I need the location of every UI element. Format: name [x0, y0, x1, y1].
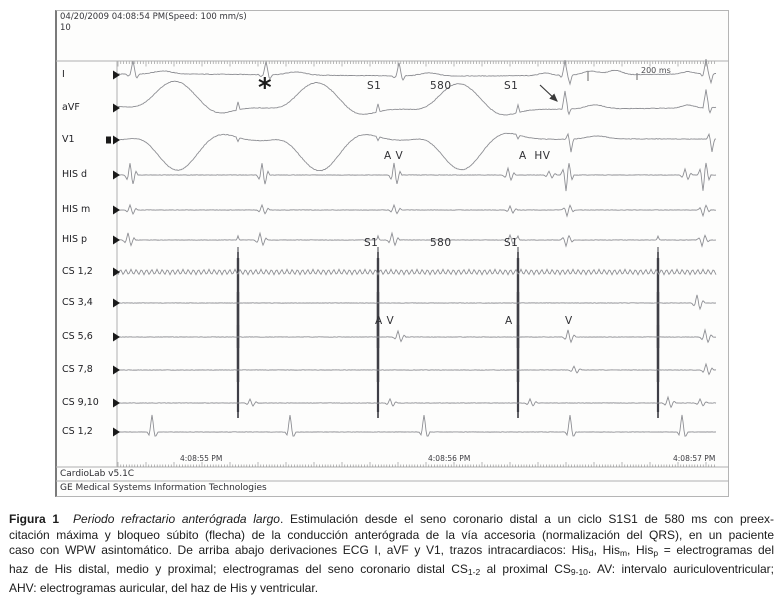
channel-label: HIS p: [62, 234, 88, 245]
channel-label: CS 9,10: [62, 397, 99, 408]
channel-label: CS 1,2: [62, 426, 93, 437]
cardiolab-screenshot-panel: [55, 10, 729, 497]
channel-label: CS 5,6: [62, 331, 93, 342]
caption-text-segment: Figura 1: [9, 512, 60, 526]
caption-text-segment: . Estimulación desde el seno coronario distal a un ciclo S1S1 de 580 ms con preex-: [279, 512, 775, 526]
caption-text-segment: al proximal CS: [480, 562, 571, 577]
time-label: 4:08:57 PM: [673, 454, 716, 463]
channel-label: HIS m: [62, 204, 91, 215]
asterisk-annotation: *: [258, 73, 272, 103]
channel-label: CS 1,2: [62, 266, 93, 277]
av-interval-cs: A V: [375, 315, 395, 327]
caption-text-segment: AHV: electrogramas auricular, del haz de His y ventricular.: [9, 580, 319, 595]
caption-text-segment: p: [653, 548, 659, 559]
caption-line: [9, 512, 774, 528]
ge-company-name: GE Medical Systems Information Technologies: [60, 483, 267, 493]
channel-label: V1: [62, 134, 75, 145]
s1-label-mid-2: S1: [504, 237, 519, 249]
caption-line: [9, 581, 774, 597]
a-label-cs: A: [505, 315, 513, 327]
channel-label: CS 3,4: [62, 297, 93, 308]
caption-text-segment: 9-10: [570, 567, 588, 578]
figure-caption: [9, 512, 774, 597]
caption-text-segment: Periodo refractario anterógrada largo: [73, 512, 280, 526]
interval-580-mid: 580: [430, 237, 452, 249]
scale-200ms-label: 200 ms: [641, 66, 671, 75]
caption-text-segment: , His: [593, 543, 620, 558]
interval-580-top: 580: [430, 80, 452, 92]
time-label: 4:08:56 PM: [428, 454, 471, 463]
caption-text-segment: haz de His distal, medio y proximal; electrogramas del seno coronario distal CS: [9, 562, 468, 577]
caption-line: [9, 562, 774, 581]
channel-label: HIS d: [62, 169, 88, 180]
ahv-interval-his: A HV: [519, 150, 551, 162]
s1-label-top-1: S1: [367, 80, 382, 92]
av-interval-his: A V: [384, 150, 404, 162]
caption-line: [9, 528, 774, 544]
caption-text-segment: caso con WPW asintomático. De arriba abajo derivaciones ECG I, aVF y V1, trazos intracardiacos: His: [9, 543, 589, 558]
recording-timestamp: 04/20/2009 04:08:54 PM(Speed: 100 mm/s): [60, 12, 247, 22]
caption-text-segment: citación máxima y bloqueo súbito (flecha) de la conducción anterógrada de la vía accesoria (normalización del QRS), en un paciente: [9, 527, 774, 542]
time-label: 4:08:55 PM: [180, 454, 223, 463]
page-number: 10: [60, 23, 71, 33]
caption-text-segment: m: [619, 548, 628, 559]
v-label-cs: V: [565, 315, 573, 327]
channel-label: aVF: [62, 102, 80, 113]
caption-text-segment: . AV: intervalo auriculoventricular;: [587, 562, 774, 577]
caption-text-segment: d: [588, 548, 594, 559]
s1-label-top-2: S1: [504, 80, 519, 92]
caption-text-segment: = electrogramas del: [658, 543, 775, 558]
caption-line: [9, 543, 774, 562]
channel-label: CS 7,8: [62, 364, 93, 375]
caption-text-segment: , His: [627, 543, 654, 558]
channel-label: I: [62, 69, 65, 80]
s1-label-mid-1: S1: [364, 237, 379, 249]
cardiolab-version: CardioLab v5.1C: [60, 469, 135, 479]
caption-text-segment: 1-2: [467, 567, 481, 578]
